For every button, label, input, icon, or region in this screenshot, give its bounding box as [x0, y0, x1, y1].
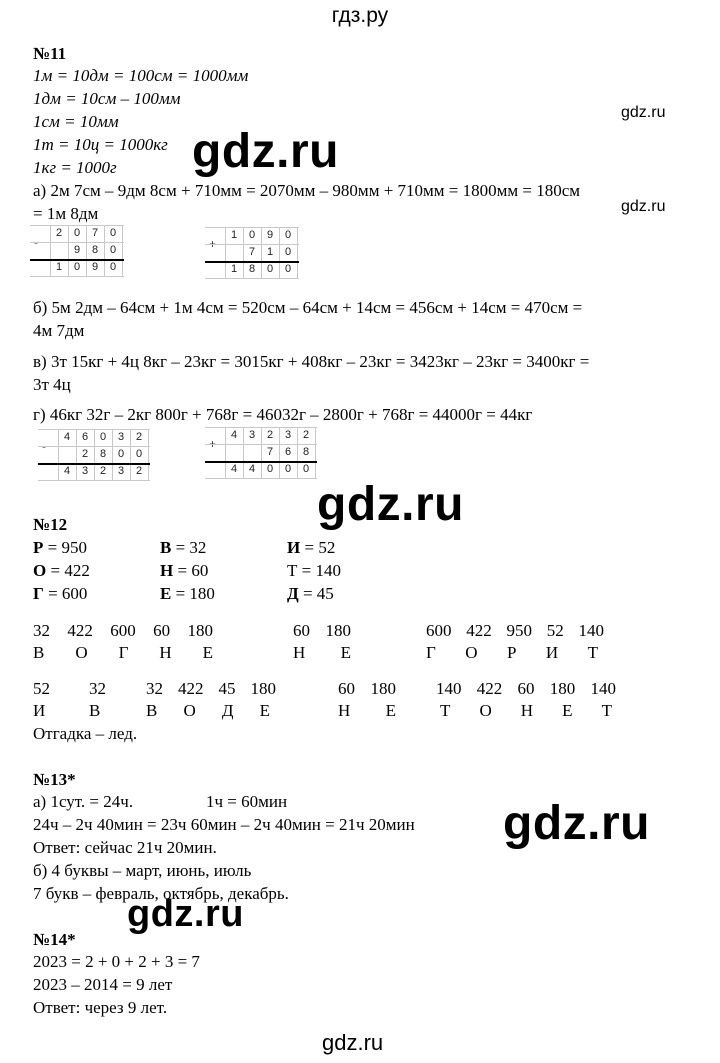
digit-cell: 2: [135, 465, 143, 477]
digit-cell: [58, 446, 76, 463]
equation-v-cont: 3т 4ц: [33, 375, 71, 394]
task-number-13: №13*: [33, 770, 76, 789]
cipher-numbers: 32 422 600 60 180: [33, 621, 213, 640]
watermark-small: gdz.ru: [621, 104, 666, 121]
cipher-letters: Г О Р И Т: [426, 643, 598, 662]
cipher-letters: И: [33, 701, 46, 720]
digit-cell: 2: [99, 465, 107, 477]
digit-cell: 8: [91, 244, 99, 256]
task-number-14: №14*: [33, 930, 76, 949]
digit-cell: [243, 444, 261, 461]
cipher-letters: В О Г Н Е: [33, 643, 213, 662]
digit-cell: 0: [109, 227, 117, 239]
site-header: гдз.ру: [331, 4, 389, 27]
unit-line: 1кг = 1000г: [33, 158, 117, 177]
digit-cell: 8: [99, 448, 107, 460]
text-line: 2023 – 2014 = 9 лет: [33, 975, 173, 994]
answer-line: Ответ: через 9 лет.: [33, 998, 168, 1017]
cipher-numbers: 32 422 45 180: [146, 679, 276, 698]
answer-line: Ответ: сейчас 21ч 20мин.: [33, 838, 217, 857]
digit-cell: 6: [81, 431, 89, 443]
digit-cell: [50, 242, 68, 259]
digit-cell: 0: [284, 246, 292, 258]
digit-cell: 2: [302, 429, 310, 441]
digit-cell: 9: [73, 244, 81, 256]
watermark: gdz.ru: [317, 478, 464, 531]
digit-cell: 0: [266, 263, 274, 275]
digit-cell: 4: [248, 463, 256, 475]
riddle-answer: Отгадка – лед.: [33, 724, 138, 743]
digit-cell: 1: [266, 246, 274, 258]
digit-cell: 4: [230, 463, 238, 475]
digit-cell: 0: [73, 227, 81, 239]
equation-b-cont: 4м 7дм: [33, 321, 85, 340]
digit-cell: 2: [266, 429, 274, 441]
digit-cell: 0: [109, 244, 117, 256]
digit-cell: 3: [248, 429, 256, 441]
digit-cell: 7: [248, 246, 256, 258]
digit-cell: [225, 244, 243, 261]
digit-cell: 3: [284, 429, 292, 441]
cipher-numbers: 140 422 60 180 140: [436, 679, 616, 698]
key-entry: Д = 45: [287, 584, 334, 603]
equation-a: а) 2м 7см – 9дм 8см + 710мм = 2070мм – 980мм + 710мм = 1800мм = 180см: [33, 181, 581, 200]
digit-cell: 4: [63, 465, 71, 477]
cipher-numbers: 52: [33, 679, 50, 698]
digit-cell: 3: [81, 465, 89, 477]
cipher-letters: В О Д Е: [146, 701, 270, 720]
digit-cell: 1: [230, 229, 238, 241]
digit-cell: 0: [117, 448, 125, 460]
unit-line: 1м = 10дм = 100см = 1000мм: [33, 66, 249, 85]
key-entry: О = 422: [33, 561, 90, 580]
key-entry: В = 32: [160, 538, 207, 557]
key-entry: Т = 140: [287, 561, 341, 580]
digit-cell: 0: [302, 463, 310, 475]
watermark: gdz.ru: [192, 125, 339, 178]
digit-cell: 0: [73, 261, 81, 273]
watermark-small: gdz.ru: [621, 198, 666, 215]
digit-cell: 0: [135, 448, 143, 460]
unit-line: 1т = 10ц = 1000кг: [33, 135, 168, 154]
digit-cell: 8: [248, 263, 256, 275]
equation-b: б) 5м 2дм – 64см + 1м 4см = 520см – 64см + 14см = 456см + 14см = 470см =: [33, 298, 583, 317]
cipher-numbers: 60 180: [338, 679, 396, 698]
text-line: а) 1сут. = 24ч.: [33, 792, 134, 811]
digit-cell: 3: [117, 465, 125, 477]
cipher-letters: Т О Н Е Т: [440, 701, 612, 720]
digit-cell: 4: [63, 431, 71, 443]
text-line: 24ч – 2ч 40мин = 23ч 60мин – 2ч 40мин = 21ч 20мин: [33, 815, 415, 834]
digit-cell: 0: [109, 261, 117, 273]
key-entry: Н = 60: [160, 561, 209, 580]
digit-cell: 0: [266, 463, 274, 475]
key-entry: Р = 950: [33, 538, 87, 557]
footer-watermark: gdz.ru: [322, 1030, 384, 1055]
digit-cell: 9: [91, 261, 99, 273]
digit-cell: 4: [230, 429, 238, 441]
digit-cell: 0: [284, 263, 292, 275]
digit-cell: 7: [266, 446, 274, 458]
digit-cell: [225, 444, 243, 461]
digit-cell: 0: [99, 431, 107, 443]
digit-cell: 8: [302, 446, 310, 458]
equation-g: г) 46кг 32г – 2кг 800г + 768г = 46032г – 2800г + 768г = 44000г = 44кг: [33, 405, 533, 424]
cipher-numbers: 600 422 950 52 140: [426, 621, 604, 640]
unit-line: 1дм = 10см – 100мм: [33, 89, 181, 108]
key-entry: И = 52: [287, 538, 336, 557]
digit-cell: 1: [55, 261, 63, 273]
key-entry: Е = 180: [160, 584, 215, 603]
digit-cell: 9: [266, 229, 274, 241]
cipher-letters: В: [89, 701, 101, 720]
digit-cell: 0: [248, 229, 256, 241]
digit-cell: 0: [284, 463, 292, 475]
digit-cell: 1: [230, 263, 238, 275]
text-line: 2023 = 2 + 0 + 2 + 3 = 7: [33, 952, 200, 971]
cipher-letters: Н Е: [293, 643, 351, 662]
text-line: б) 4 буквы – март, июнь, июль: [33, 861, 252, 880]
cipher-numbers: 32: [89, 679, 106, 698]
digit-cell: 0: [284, 229, 292, 241]
digit-cell: 3: [117, 431, 125, 443]
key-entry: Г = 600: [33, 584, 88, 603]
text-line: 7 букв – февраль, октябрь, декабрь.: [33, 884, 289, 903]
cipher-letters: Н Е: [338, 701, 396, 720]
task-number-12: №12: [33, 515, 68, 534]
task-number-11: №11: [33, 44, 67, 63]
cipher-numbers: 60 180: [293, 621, 351, 640]
text-line: 1ч = 60мин: [206, 792, 288, 811]
digit-cell: 7: [91, 227, 99, 239]
watermark: gdz.ru: [503, 797, 650, 850]
digit-cell: 2: [81, 448, 89, 460]
digit-cell: 2: [135, 431, 143, 443]
digit-cell: 6: [284, 446, 292, 458]
equation-v: в) 3т 15кг + 4ц 8кг – 23кг = 3015кг + 408кг – 23кг = 3423кг – 23кг = 3400кг =: [33, 352, 590, 371]
equation-a-cont: = 1м 8дм: [33, 204, 99, 223]
watermark: gdz.ru: [127, 893, 244, 935]
unit-line: 1см = 10мм: [33, 112, 119, 131]
digit-cell: 2: [55, 227, 63, 239]
